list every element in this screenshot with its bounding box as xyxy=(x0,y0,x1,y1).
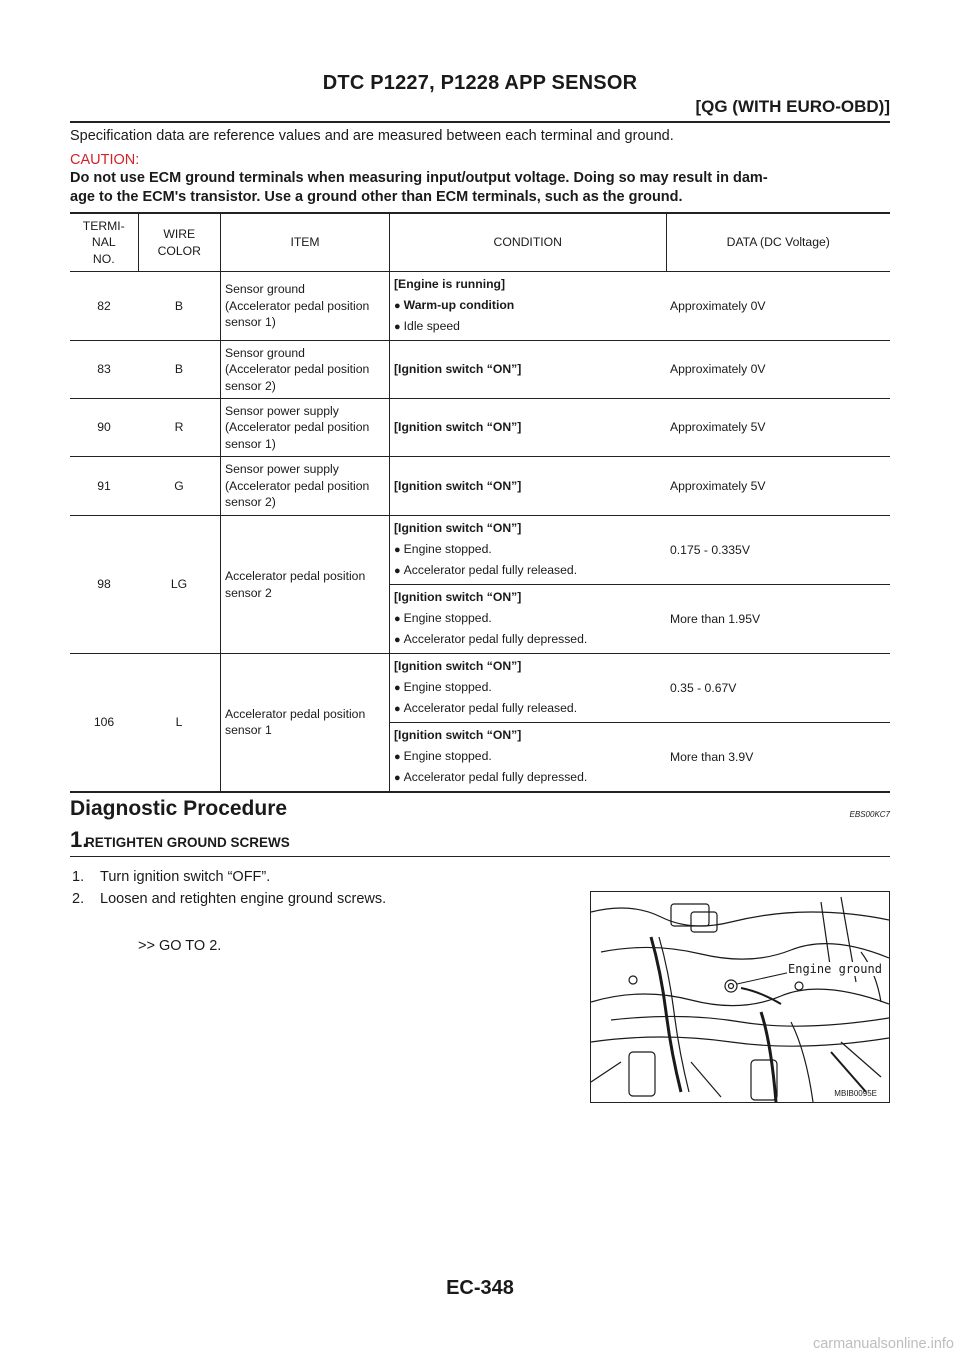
header-wire-line-2: COLOR xyxy=(157,243,201,258)
list-item xyxy=(72,891,386,907)
item-cell xyxy=(221,654,390,792)
data-value: Approximately 0V xyxy=(666,341,890,399)
item-line: sensor 1) xyxy=(225,436,276,451)
caution-line-2: age to the ECM's transistor. Use a ground other than ECM terminals, such as the ground. xyxy=(70,189,683,205)
condition-bullet xyxy=(394,297,662,315)
wire-color: L xyxy=(138,654,221,792)
caution-heading: CAUTION: xyxy=(70,152,140,168)
condition-bullet xyxy=(394,748,662,766)
condition-bullet xyxy=(394,769,662,787)
figure-code: MBIB0095E xyxy=(834,1089,877,1098)
condition-bullet-text: Accelerator pedal fully depressed. xyxy=(403,770,588,784)
item-line: sensor 1) xyxy=(225,315,276,330)
section-title: Diagnostic Procedure xyxy=(70,797,288,820)
item-line: sensor 1 xyxy=(225,723,272,738)
condition-bullet xyxy=(394,541,662,559)
step-rule xyxy=(70,856,890,857)
item-cell xyxy=(221,516,390,654)
item-line: Accelerator pedal position xyxy=(225,706,366,721)
condition-heading: [Ignition switch “ON”] xyxy=(394,659,522,674)
item-line: (Accelerator pedal position xyxy=(225,362,370,377)
caution-line-1: Do not use ECM ground terminals when measuring input/output voltage. Doing so may result in dam- xyxy=(70,170,768,186)
page-number: EC-348 xyxy=(446,1277,514,1299)
page-title: DTC P1227, P1228 APP SENSOR xyxy=(322,72,638,94)
terminal-spec-table xyxy=(70,212,890,793)
table-row xyxy=(70,399,890,457)
step-title: RETIGHTEN GROUND SCREWS xyxy=(85,835,290,850)
header-wire-color xyxy=(138,213,221,272)
condition-cell xyxy=(390,654,667,723)
data-value: 0.175 - 0.335V xyxy=(666,516,890,585)
condition-bullet-text: Engine stopped. xyxy=(403,748,492,763)
condition-heading: [Ignition switch “ON”] xyxy=(390,399,667,457)
header-rule xyxy=(70,121,890,123)
header-condition: CONDITION xyxy=(390,213,667,272)
item-line: Sensor ground xyxy=(225,282,305,297)
condition-bullet-text: Accelerator pedal fully depressed. xyxy=(403,632,588,647)
watermark: carmanualsonline.info xyxy=(812,1336,954,1352)
condition-bullet xyxy=(394,700,662,718)
condition-bullet xyxy=(394,562,662,580)
condition-bullet-text: Engine stopped. xyxy=(403,541,492,556)
terminal-no: 98 xyxy=(70,516,138,654)
step-number: 1. xyxy=(70,827,89,852)
condition-bullet-text: Idle speed xyxy=(403,319,460,334)
list-item-text: Loosen and retighten engine ground screws. xyxy=(100,891,387,907)
data-value: Approximately 5V xyxy=(666,399,890,457)
condition-bullet-text: Engine stopped. xyxy=(403,679,492,694)
list-item xyxy=(72,869,270,885)
table-row xyxy=(70,516,890,585)
condition-cell xyxy=(390,723,667,792)
item-line: sensor 2) xyxy=(225,495,276,510)
terminal-no: 82 xyxy=(70,272,138,341)
item-cell xyxy=(221,457,390,516)
wire-color: B xyxy=(138,272,221,341)
table-row xyxy=(70,654,890,723)
intro-text: Specification data are reference values and are measured between each terminal and ground. xyxy=(70,128,674,144)
condition-heading: [Ignition switch “ON”] xyxy=(394,590,522,605)
data-value: More than 1.95V xyxy=(666,585,890,654)
header-terminal-no xyxy=(70,213,138,272)
item-line: Sensor ground xyxy=(225,345,305,360)
item-cell xyxy=(221,272,390,341)
list-item-text: Turn ignition switch “OFF”. xyxy=(100,869,271,885)
item-line: Sensor power supply xyxy=(225,462,339,477)
item-line: sensor 2 xyxy=(225,585,272,600)
data-value: 0.35 - 0.67V xyxy=(666,654,890,723)
data-value: More than 3.9V xyxy=(666,723,890,792)
item-cell xyxy=(221,341,390,399)
item-line: Accelerator pedal position xyxy=(225,569,366,583)
wire-color: G xyxy=(138,457,221,516)
wire-color: LG xyxy=(138,516,221,654)
condition-bullet-text: Warm-up condition xyxy=(403,297,515,312)
condition-heading: [Engine is running] xyxy=(394,277,506,292)
item-line: (Accelerator pedal position xyxy=(225,420,370,435)
condition-bullet-text: Accelerator pedal fully released. xyxy=(403,563,578,578)
condition-cell xyxy=(390,272,667,341)
section-code: EBS00KC7 xyxy=(849,810,890,819)
condition-bullet xyxy=(394,631,662,649)
condition-cell xyxy=(390,516,667,585)
condition-heading: [Ignition switch “ON”] xyxy=(394,728,522,742)
condition-cell xyxy=(390,585,667,654)
table-header-row xyxy=(70,213,890,272)
condition-bullet-text: Accelerator pedal fully released. xyxy=(403,701,578,716)
item-line: Sensor power supply xyxy=(225,403,339,418)
engine-ground-figure xyxy=(590,891,890,1103)
header-item: ITEM xyxy=(221,213,390,272)
item-line: (Accelerator pedal position xyxy=(225,298,370,313)
condition-heading: [Ignition switch “ON”] xyxy=(390,341,667,399)
header-terminal-line-1: TERMI- xyxy=(82,218,125,233)
terminal-no: 90 xyxy=(70,399,138,457)
caution-text xyxy=(70,169,890,207)
table-row xyxy=(70,272,890,341)
header-terminal-line-3: NO. xyxy=(92,251,115,266)
condition-heading: [Ignition switch “ON”] xyxy=(394,521,522,536)
data-value: Approximately 5V xyxy=(666,457,890,516)
item-line: sensor 2) xyxy=(225,378,276,393)
table-row xyxy=(70,457,890,516)
terminal-no: 106 xyxy=(70,654,138,792)
wire-color: B xyxy=(138,341,221,399)
terminal-no: 83 xyxy=(70,341,138,399)
condition-bullet xyxy=(394,318,662,336)
engine-bay-drawing xyxy=(591,892,889,1102)
figure-label: Engine ground xyxy=(788,962,882,976)
terminal-no: 91 xyxy=(70,457,138,516)
condition-bullet xyxy=(394,610,662,628)
item-line: (Accelerator pedal position xyxy=(225,478,370,493)
item-cell xyxy=(221,399,390,457)
table-row xyxy=(70,341,890,399)
condition-heading: [Ignition switch “ON”] xyxy=(390,457,667,516)
header-wire-line-1: WIRE xyxy=(163,227,196,241)
condition-bullet xyxy=(394,679,662,697)
header-terminal-line-2: NAL xyxy=(91,235,116,250)
goto-instruction: >> GO TO 2. xyxy=(138,938,222,954)
list-item-number: 1. xyxy=(72,869,85,885)
data-value: Approximately 0V xyxy=(666,272,890,341)
list-item-number: 2. xyxy=(72,891,85,907)
page-subtitle: [QG (WITH EURO-OBD)] xyxy=(695,97,890,116)
condition-bullet-text: Engine stopped. xyxy=(403,610,492,625)
header-data: DATA (DC Voltage) xyxy=(666,213,890,272)
wire-color: R xyxy=(138,399,221,457)
